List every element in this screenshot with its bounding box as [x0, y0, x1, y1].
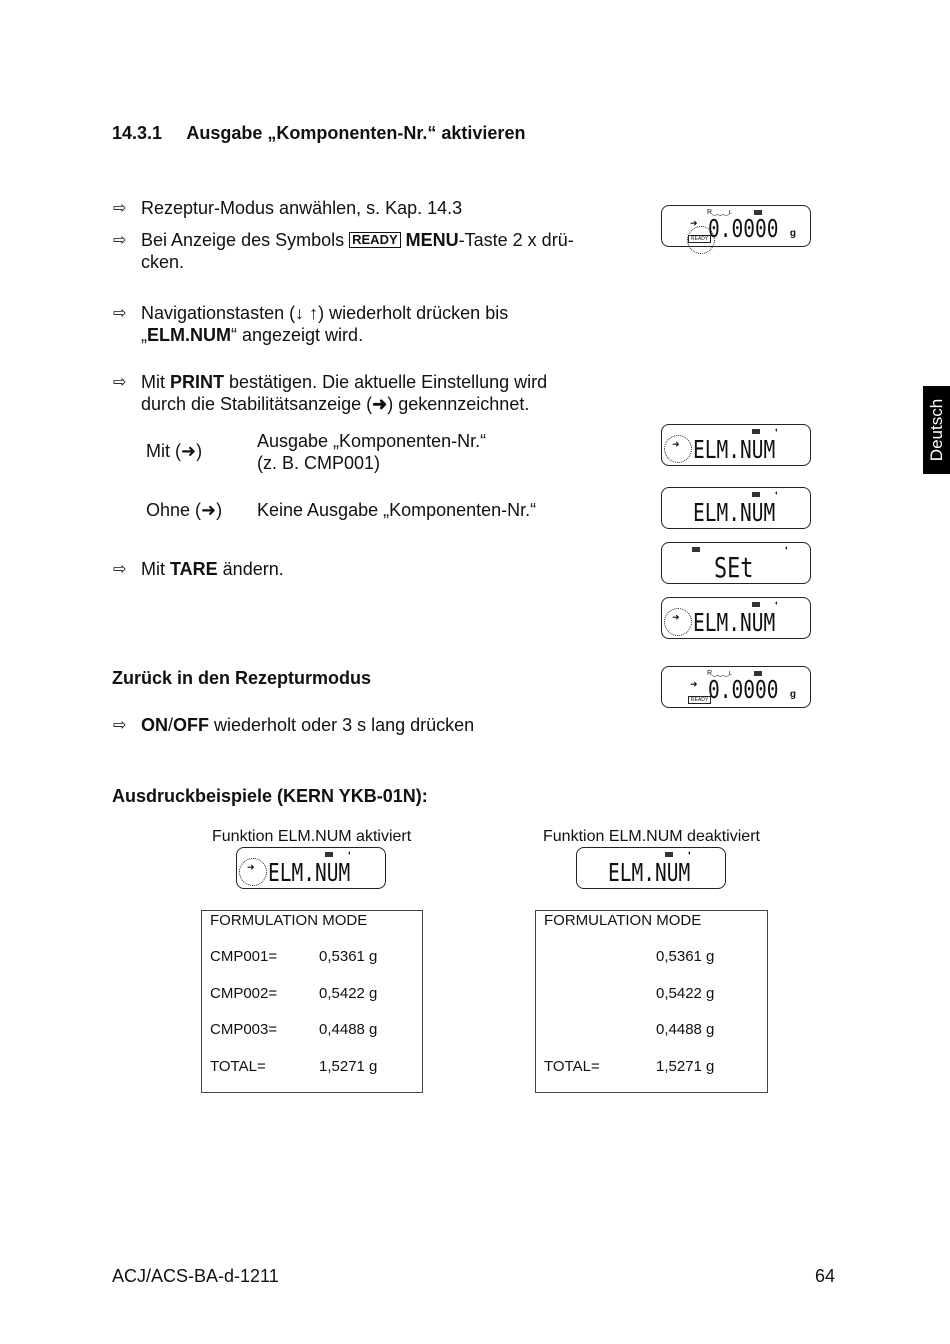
display-value: ELM.NUM	[608, 858, 691, 887]
nav-keys-icon: ↓ ↑	[295, 303, 319, 323]
step-arrow-icon: ⇨	[113, 374, 127, 391]
step-arrow-icon: ⇨	[113, 232, 127, 249]
step-arrow-icon: ⇨	[113, 305, 127, 322]
display-value: ELM.NUM	[268, 858, 351, 887]
caption-active: Funktion ELM.NUM aktiviert	[212, 828, 412, 845]
display-value: ELM.NUM	[693, 435, 776, 464]
battery-icon	[752, 429, 760, 434]
caption-inactive: Funktion ELM.NUM deaktiviert	[543, 828, 760, 845]
signal-icon: ◖	[774, 490, 779, 497]
battery-icon	[325, 852, 333, 857]
ready-indicator: READY	[688, 696, 711, 704]
display-unit: g	[789, 689, 796, 700]
display-weight-ready	[661, 205, 811, 247]
printout-label: TOTAL=	[544, 1058, 600, 1075]
printout-label: CMP003=	[210, 1021, 278, 1038]
printout-value: 0,5422 g	[319, 985, 378, 1002]
section-title: 14.3.1 Ausgabe „Komponenten-Nr.“ aktivieren	[112, 123, 526, 143]
printout-value: 0,5361 g	[319, 948, 378, 965]
back-heading: Zurück in den Rezepturmodus	[112, 668, 372, 688]
option-with-label: Mit (➜)	[146, 441, 203, 461]
printout-value: 0,5422 g	[656, 985, 715, 1002]
stability-arrow-icon: ➜	[672, 439, 680, 449]
display-weight-ready-2	[661, 666, 811, 708]
option-with-desc-2: (z. B. CMP001)	[257, 453, 381, 473]
battery-icon	[752, 602, 760, 607]
printout-header: FORMULATION MODE	[544, 912, 702, 929]
printout-value: 1,5271 g	[319, 1058, 378, 1075]
step-1: Rezeptur-Modus anwählen, s. Kap. 14.3	[141, 198, 463, 218]
stability-arrow-icon: ➜	[690, 218, 698, 228]
signal-icon: ◖	[784, 545, 789, 552]
display-elm-with-arrow	[661, 424, 811, 466]
printout-inactive	[535, 910, 768, 1093]
step-3-cont: „ELM.NUM“ angezeigt wird.	[141, 325, 364, 345]
step-2: Bei Anzeige des Symbols READY MENU-Taste 2 x drü-	[141, 230, 574, 250]
back-step: ON/OFF wiederholt oder 3 s lang drücken	[141, 715, 475, 735]
step-4-cont: durch die Stabilitätsanzeige (➜) gekennzeichnet.	[141, 394, 530, 414]
option-with-desc-1: Ausgabe „Komponenten-Nr.“	[257, 431, 487, 451]
battery-icon	[665, 852, 673, 857]
ready-symbol-icon: READY	[349, 232, 401, 248]
step-2-cont: cken.	[141, 252, 185, 272]
display-elm-with-arrow-2	[661, 597, 811, 639]
signal-icon: ◖	[774, 427, 779, 434]
range-icon: R‿‿‿ʟ	[707, 670, 732, 677]
display-set	[661, 542, 811, 584]
language-tab	[923, 386, 950, 474]
display-value: 0.0000	[708, 214, 779, 243]
step-arrow-icon: ⇨	[113, 561, 127, 578]
step-5: Mit TARE ändern.	[141, 559, 284, 579]
signal-icon: ◖	[687, 850, 692, 857]
step-4: Mit PRINT bestätigen. Die aktuelle Einstellung wird	[141, 372, 548, 392]
printout-value: 0,5361 g	[656, 948, 715, 965]
stability-arrow-icon: ➜	[247, 862, 255, 872]
step-3: Navigationstasten (↓ ↑) wiederholt drücken bis	[141, 303, 509, 323]
range-icon: R‿‿‿ʟ	[707, 209, 732, 216]
printout-label: CMP001=	[210, 948, 278, 965]
printout-label: TOTAL=	[210, 1058, 266, 1075]
printout-header: FORMULATION MODE	[210, 912, 368, 929]
option-without-desc: Keine Ausgabe „Komponenten-Nr.“	[257, 500, 537, 520]
step-arrow-icon: ⇨	[113, 200, 127, 217]
ready-indicator: READY	[688, 235, 711, 243]
signal-icon: ◖	[347, 850, 352, 857]
stability-arrow-icon: ➜	[690, 679, 698, 689]
language-tab-label: Deutsch	[926, 398, 946, 462]
signal-icon: ◖	[774, 600, 779, 607]
footer-doc-id: ACJ/ACS-BA-d-1211	[112, 1266, 279, 1286]
example-display-active	[236, 847, 386, 889]
printout-value: 0,4488 g	[319, 1021, 378, 1038]
display-unit: g	[789, 228, 796, 239]
printout-active	[201, 910, 423, 1093]
battery-icon	[752, 492, 760, 497]
display-value: 0.0000	[708, 675, 779, 704]
option-without-label: Ohne (➜)	[146, 500, 223, 520]
example-display-inactive	[576, 847, 726, 889]
display-value: SEt	[714, 551, 754, 584]
battery-icon	[692, 547, 700, 552]
examples-heading: Ausdruckbeispiele (KERN YKB-01N):	[112, 786, 428, 806]
display-value: ELM.NUM	[693, 498, 776, 527]
footer-page-number: 64	[815, 1266, 836, 1286]
printout-value: 0,4488 g	[656, 1021, 715, 1038]
stability-arrow-icon: ➜	[372, 394, 388, 414]
display-value: ELM.NUM	[693, 608, 776, 637]
printout-label: CMP002=	[210, 985, 278, 1002]
display-elm-without-arrow	[661, 487, 811, 529]
printout-value: 1,5271 g	[656, 1058, 715, 1075]
stability-arrow-icon: ➜	[672, 612, 680, 622]
step-arrow-icon: ⇨	[113, 717, 127, 734]
